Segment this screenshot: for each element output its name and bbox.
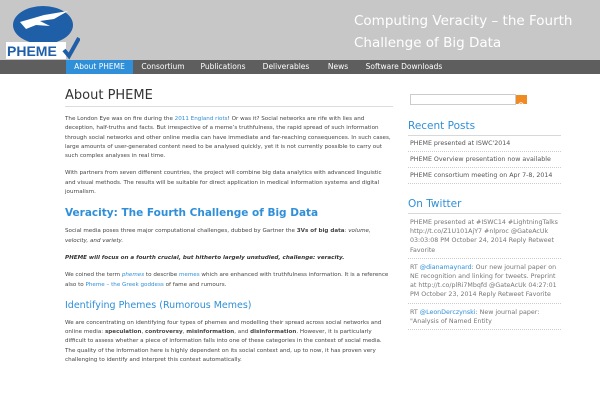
nav-about-pheme[interactable]: About PHEME bbox=[66, 60, 133, 74]
nav-publications[interactable]: Publications bbox=[200, 62, 246, 71]
text: , bbox=[141, 329, 146, 336]
text: We are concentrating on identifying four types of phemes and modelling their spread across social networks and online media: bbox=[65, 319, 382, 336]
england-riots-link[interactable]: 2011 England riots bbox=[174, 116, 228, 122]
nav-consortium[interactable]: Consortium bbox=[141, 62, 185, 71]
recent-post-link[interactable]: PHEME consortium meeting on Apr 7-8, 2014 bbox=[408, 168, 561, 184]
text: : bbox=[344, 228, 349, 235]
text: We coined the term bbox=[65, 272, 122, 279]
text: , bbox=[182, 329, 187, 336]
bold-text: controversy bbox=[145, 329, 183, 336]
italic-text: volume, velocity, and variety. bbox=[65, 228, 371, 244]
site-header bbox=[0, 0, 600, 60]
identifying-phemes-heading: Identifying Phemes (Rumorous Memes) bbox=[65, 299, 252, 311]
twitter-heading: On Twitter bbox=[408, 198, 561, 214]
bold-text: 3Vs of big data bbox=[296, 228, 345, 235]
site-title: Computing Veracity – the Fourth Challenge of Big Data bbox=[354, 13, 573, 51]
veracity-heading: Veracity: The Fourth Challenge of Big Data bbox=[65, 207, 319, 220]
partners-paragraph: With partners from seven different countries, the project will combine big data analytics with advanced linguistic and visual methods. The results will be suitable for direct application in medical information systems and digital journalism. bbox=[65, 170, 382, 196]
text: of fame and rumours. bbox=[163, 281, 227, 288]
pheme-goddess-link[interactable]: Pheme – the Greek goddess bbox=[85, 281, 164, 288]
main-nav bbox=[0, 60, 600, 74]
text: to describe bbox=[144, 272, 179, 279]
intro-paragraph bbox=[65, 115, 393, 161]
memes-link[interactable]: memes bbox=[178, 272, 200, 279]
sidebar bbox=[408, 94, 561, 330]
pheme-logo[interactable] bbox=[6, 4, 80, 60]
tweet-prefix: RT bbox=[410, 263, 420, 271]
tweet bbox=[408, 214, 561, 259]
svg-text:PHEME: PHEME bbox=[7, 43, 57, 59]
recent-posts-heading: Recent Posts bbox=[408, 120, 561, 136]
tweet-handle-link[interactable]: @LeonDerczynski bbox=[419, 308, 476, 316]
search-input[interactable] bbox=[410, 94, 516, 105]
tweet-text: PHEME presented at #ISWC14 #LightningTalks http://t.co/Z1U101AjY7 #nlproc @GateAcUk 03:03:08 PM October 24, 2014 Reply Retweet Favorite bbox=[410, 219, 558, 254]
phemes-link[interactable]: phemes bbox=[121, 272, 145, 279]
page-title: About PHEME bbox=[65, 88, 393, 107]
bold-text: misinformation bbox=[186, 329, 235, 336]
main-content bbox=[65, 88, 393, 365]
nav-deliverables[interactable]: Deliverables bbox=[262, 62, 310, 71]
tweet-handle-link[interactable]: @dianamaynard bbox=[419, 263, 472, 271]
search-button[interactable] bbox=[516, 95, 527, 104]
tweet bbox=[408, 259, 561, 304]
search-icon bbox=[516, 101, 527, 110]
text: , and bbox=[234, 329, 251, 336]
tweet-text: : Our new journal paper on NE recognition and linking for tweets. Preprint at http://t.co/plRi7Mbqfd @GateAcUk 04:27:01 PM October 23, 2014 Reply Retweet Favorite bbox=[410, 263, 557, 299]
tweet bbox=[408, 304, 561, 330]
phemes-paragraph bbox=[65, 271, 393, 290]
text: ! Or was it? Social networks are rife with lies and deception, half-truths and facts. But irrespective of a meme’s truthfulness, the rapid spread of such information through social networks and other online media can have immediate and far-reaching consequences. In such cases, large amounts of user-generated content need to be analysed quickly, yet it is not currently possible to carry out such complex analyses in real time. bbox=[65, 116, 391, 160]
identifying-paragraph bbox=[65, 319, 393, 365]
nav-software-downloads[interactable]: Software Downloads bbox=[365, 62, 443, 71]
bold-text: disinformation bbox=[250, 329, 297, 336]
challenges-paragraph bbox=[65, 227, 393, 246]
tweet-text: : New journal paper: "Analysis of Named Entity bbox=[410, 308, 540, 325]
bold-text: speculation bbox=[104, 329, 142, 336]
text: The London Eye was on fire during the bbox=[65, 116, 175, 122]
text: Social media poses three major computational challenges, dubbed by Gartner the bbox=[65, 228, 297, 235]
recent-post-link[interactable]: PHEME presented at ISWC'2014 bbox=[408, 136, 561, 152]
search-form bbox=[408, 94, 561, 106]
tweet-prefix: RT bbox=[410, 308, 420, 316]
nav-news[interactable]: News bbox=[327, 62, 349, 71]
text: which are enhanced with truthfulness information. It is a reference also to bbox=[65, 272, 389, 288]
recent-post-link[interactable]: PHEME Overview presentation now available bbox=[408, 152, 561, 168]
veracity-paragraph: PHEME will focus on a fourth crucial, but hitherto largely unstudied, challenge: veracity. bbox=[65, 254, 345, 261]
text: . However, it is particularly difficult to assess whether a piece of information falls into one of these categories in the context of social media. The quality of the information here is highly dependent on its social context and, up to now, it has proven very challenging to identify and interpret this context automatically. bbox=[65, 329, 382, 364]
